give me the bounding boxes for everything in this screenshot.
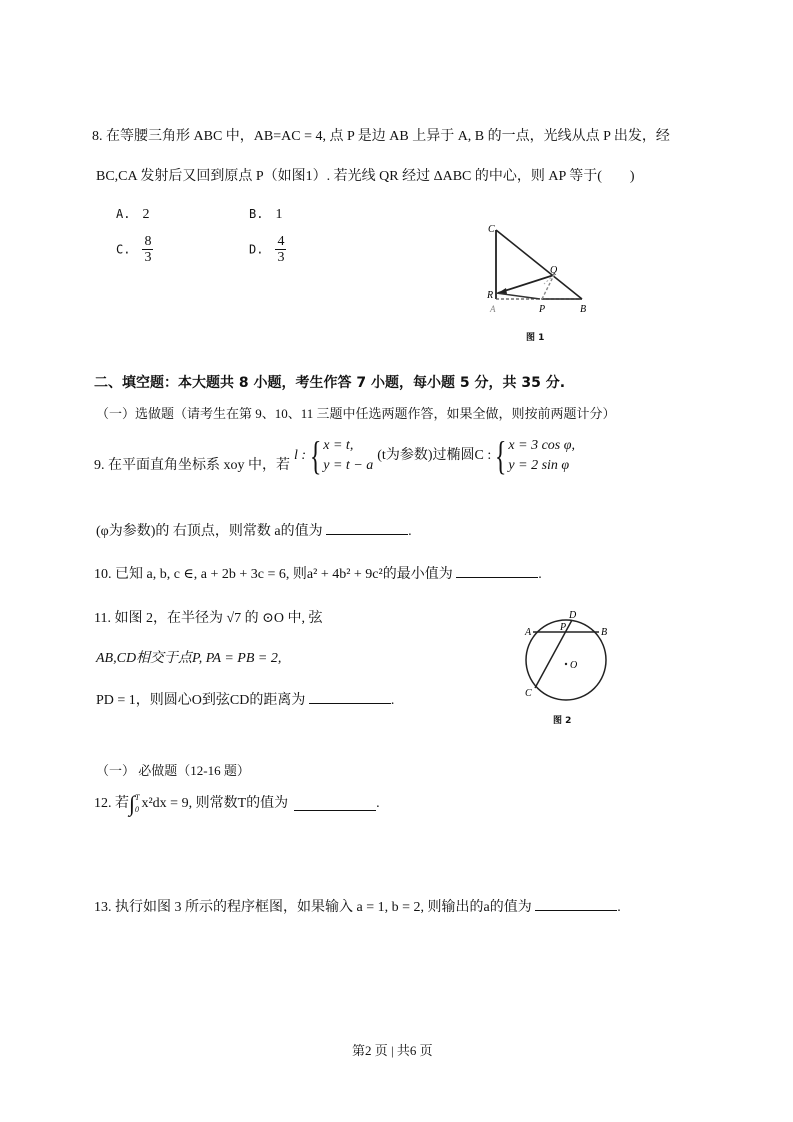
circle-diagram [515, 608, 615, 708]
integral-sign: ∫ [129, 791, 136, 816]
period: . [408, 524, 412, 539]
center-dot [565, 663, 567, 665]
denominator: 3 [277, 250, 285, 265]
label-d: D [569, 610, 577, 621]
q10-text: 10. 已知 a, b, c ∈, a + 2b + 3c = 6, 则a² + 4b² + 9c²的最小值为 [94, 567, 453, 582]
answer-blank[interactable] [535, 898, 617, 911]
optional-note: （一）选做题（请考生在第 9、10、11 三题中任选两题作答，如果全做，则按前两题计分） [96, 406, 616, 421]
q11-line2: AB,CD相交于点P, PA = PB = 2, [96, 651, 282, 666]
fraction [142, 234, 153, 265]
brace: { [495, 433, 507, 478]
triangle-diagram [482, 218, 612, 348]
equation: x = t, [323, 438, 354, 453]
answer-blank[interactable] [456, 565, 538, 578]
q13-text: 13. 执行如图 3 所示的程序框图，如果输入 a = 1, b = 2, 则输出的a的值为 [94, 900, 532, 915]
q9-ellipse-system [491, 433, 575, 478]
equation: x = 3 cos φ, [508, 438, 575, 453]
q13 [94, 898, 621, 917]
required-note: （一） 必做题（12-16 题） [96, 763, 250, 778]
label-c: C [488, 224, 495, 235]
denominator: 3 [144, 250, 152, 265]
q9-line-label: l : [294, 448, 307, 463]
label-a: A [490, 304, 496, 314]
figure-2-caption: 图 2 [553, 716, 572, 726]
option-label: A. [116, 207, 131, 221]
option-label: B. [249, 207, 264, 221]
option-value: 1 [275, 207, 283, 222]
q8-line2: BC,CA 发射后又回到原点 P（如图1）. 若光线 QR 经过 ΔABC 的中心，则 AP 等于( ) [96, 169, 635, 184]
period: . [376, 796, 380, 811]
q10 [94, 565, 542, 584]
q12-text: x²dx = 9, 则常数T的值为 [141, 796, 289, 811]
chord-cd [535, 620, 572, 688]
label-q: Q [550, 265, 558, 276]
q9-line1 [94, 433, 575, 478]
period: . [538, 567, 542, 582]
label-a: A [525, 627, 532, 638]
answer-blank[interactable] [309, 691, 391, 704]
q11-text: PD = 1，则圆心O到弦CD的距离为 [96, 693, 306, 708]
answer-blank[interactable] [294, 798, 376, 811]
q11-line1: 11. 如图 2，在半径为 √7 的 ⊙O 中, 弦 [94, 611, 323, 626]
q8-option-a [116, 205, 149, 224]
q12-prefix: 12. 若 [94, 796, 129, 811]
q8-option-d [249, 234, 286, 265]
option-value: 2 [142, 207, 150, 222]
q11-line3 [96, 691, 394, 710]
period: . [617, 900, 621, 915]
label-b: B [601, 627, 608, 638]
q9-line-system [306, 433, 374, 478]
period: . [390, 693, 395, 708]
label-c: C [525, 688, 532, 699]
ray-qr [498, 275, 554, 293]
q12 [94, 792, 380, 816]
label-p: P [560, 622, 567, 633]
upper-limit: T [135, 793, 140, 802]
q9-middle: (t为参数)过椭圆C : [377, 448, 492, 463]
fraction [275, 234, 286, 265]
q9-prefix: 9. 在平面直角坐标系 xoy 中，若 [94, 458, 290, 473]
label-b: B [580, 304, 587, 315]
label-r: R [487, 290, 494, 301]
label-p: P [539, 304, 546, 315]
figure-1 [482, 218, 612, 348]
equation: y = 2 sin φ [508, 458, 570, 473]
q9-text: (φ为参数)的 右顶点，则常数 a的值为 [96, 524, 323, 539]
q8-option-b [249, 205, 282, 224]
equation: y = t − a [323, 458, 374, 473]
answer-blank[interactable] [326, 522, 408, 535]
label-o: O [570, 660, 578, 671]
numerator: 4 [277, 234, 285, 249]
option-label: C. [116, 242, 131, 257]
figure-1-caption: 图 1 [526, 333, 545, 343]
q9-line2 [96, 522, 412, 541]
lower-limit: 0 [135, 805, 140, 814]
option-label: D. [249, 242, 264, 257]
brace: { [309, 433, 322, 478]
integral-limits [135, 792, 139, 816]
section-heading: 二、填空题：本大题共 8 小题，考生作答 7 小题，每小题 5 分，共 35 分. [94, 375, 566, 391]
page-footer: 第2 页 | 共6 页 [352, 1043, 433, 1058]
numerator: 8 [144, 234, 152, 249]
figure-2 [515, 608, 615, 728]
q8-line1: 8. 在等腰三角形 ABC 中，AB=AC = 4, 点 P 是边 AB 上异于 A, B 的一点，光线从点 P 出发，经 [92, 129, 670, 144]
ray-rp [496, 293, 540, 299]
q8-option-c [116, 234, 153, 265]
